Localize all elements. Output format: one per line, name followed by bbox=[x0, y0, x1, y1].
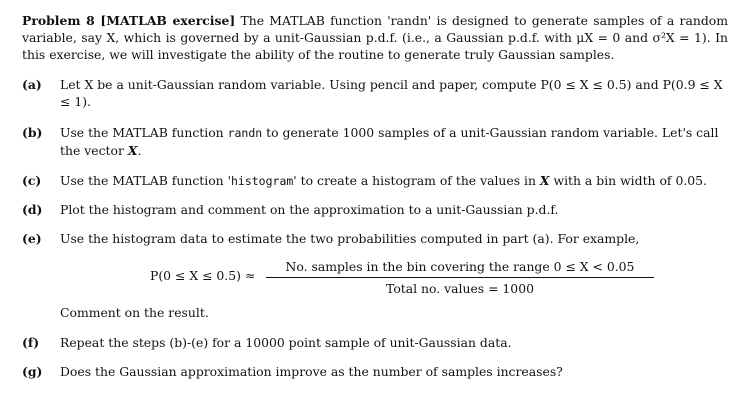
part-b-label: (b) bbox=[22, 125, 43, 140]
formula-lhs: P(0 ≤ X ≤ 0.5) ≈ bbox=[150, 268, 256, 283]
part-f-text: Repeat the steps (b)-(e) for a 10000 point sample of unit-Gaussian data. bbox=[60, 335, 512, 350]
part-e-comment: Comment on the result. bbox=[60, 305, 209, 320]
part-e bbox=[22, 230, 728, 247]
part-g-label: (g) bbox=[22, 364, 43, 379]
matlab-term: MATLAB bbox=[112, 125, 168, 140]
part-a-label: (a) bbox=[22, 77, 42, 92]
part-c-text: Use the MATLAB function 'histogram' to create a histogram of the values in X with a bin width of 0.05. bbox=[60, 173, 707, 188]
problem-intro bbox=[22, 12, 728, 63]
part-a-text: Let X be a unit-Gaussian random variable. Using pencil and paper, compute P(0 ≤ X ≤ 0.5) and P(0.9 ≤ X ≤ 1). bbox=[60, 77, 723, 109]
part-c-label: (c) bbox=[22, 173, 42, 188]
part-g bbox=[22, 363, 728, 380]
part-d-label: (d) bbox=[22, 202, 43, 217]
part-f-label: (f) bbox=[22, 335, 40, 350]
problem-title: Problem 8 [MATLAB exercise] bbox=[22, 13, 236, 28]
formula-denominator: Total no. values = 1000 bbox=[386, 281, 534, 296]
randn-code: randn bbox=[227, 126, 263, 140]
probability-estimate-formula bbox=[150, 258, 670, 294]
part-g-text: Does the Gaussian approximation improve as the number of samples increases? bbox=[60, 364, 563, 379]
part-e-text: Use the histogram data to estimate the two probabilities computed in part (a). For example, bbox=[60, 231, 640, 246]
part-a bbox=[22, 76, 728, 110]
part-e-label: (e) bbox=[22, 231, 42, 246]
formula-numerator: No. samples in the bin covering the range 0 ≤ X < 0.05 bbox=[266, 258, 654, 278]
histogram-code: histogram bbox=[230, 174, 294, 188]
part-f bbox=[22, 334, 728, 351]
part-c bbox=[22, 172, 728, 190]
part-d-text: Plot the histogram and comment on the approximation to a unit-Gaussian p.d.f. bbox=[60, 202, 559, 217]
problem-intro-text: The MATLAB function 'randn' is designed to generate samples of a random variable, say X, which is governed by a unit-Gaussian p.d.f. (i.e., a Gaussian p.d.f. with μX = 0 and σ²X = 1). In this exercise, we will investigate the ability of the routine to generate truly Gaussian samples. bbox=[22, 13, 728, 62]
part-b-text: Use the MATLAB function randn to generate 1000 samples of a unit-Gaussian random variable. Let's call the vector X. bbox=[60, 125, 719, 158]
vector-x: X bbox=[127, 143, 138, 158]
formula-fraction bbox=[266, 258, 654, 297]
part-b bbox=[22, 124, 728, 159]
part-d bbox=[22, 201, 728, 218]
